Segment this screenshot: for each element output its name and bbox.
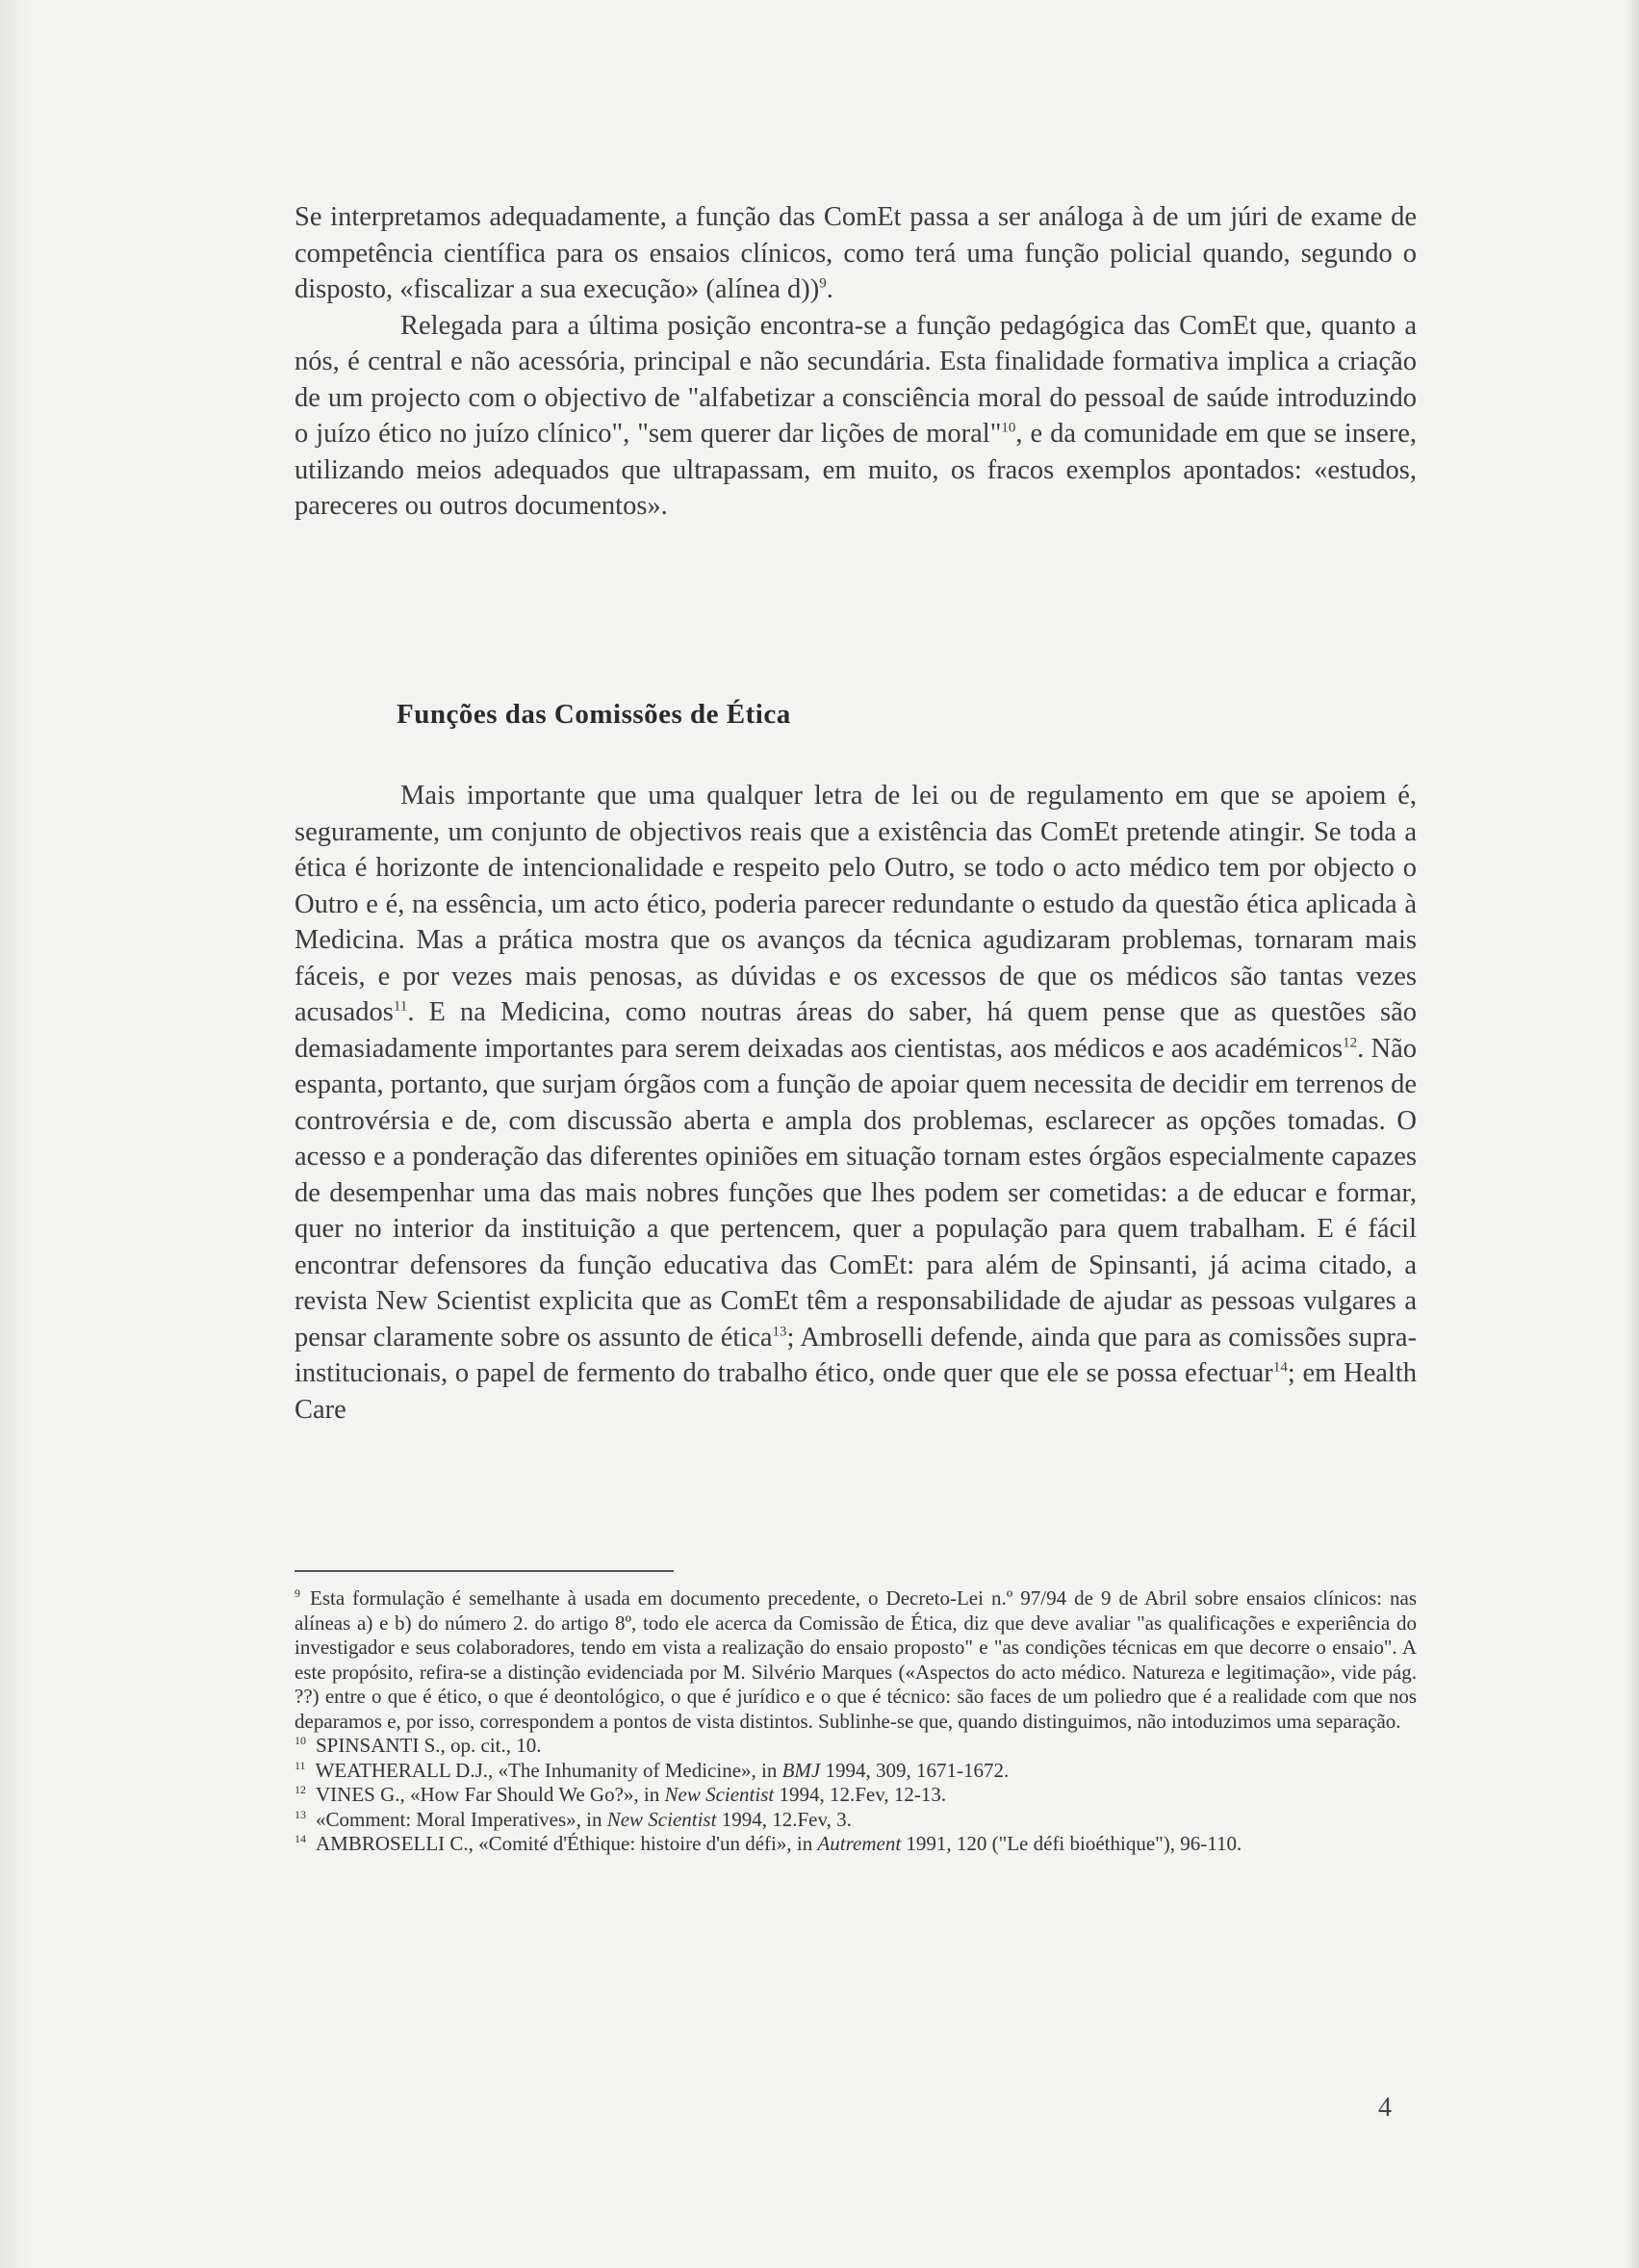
footnote-ref-14[interactable]: 14 xyxy=(1272,1359,1288,1376)
footnote-ref-11[interactable]: 11 xyxy=(393,998,408,1015)
text-run: Mais importante que uma qualquer letra de lei ou de regulamento em que se apoiem é, seguramente, um conjunto de objectivos reais que a existência das ComEt pretende atingir. Se toda a ética é horizonte de intencionalidade e respeito pelo Outro, se todo o acto médico tem por objecto o Outro e é, na essência, um acto ético, poderia parecer redundante o estudo da questão ética aplicada à Medicina. Mas a prática mostra que os avanços da técnica agudizaram problemas, tornaram mais fáceis, e por vezes mais penosas, as dúvidas e os excessos de que os médicos são tantas vezes acusados xyxy=(295,781,1417,1027)
footnote-13 xyxy=(295,1808,1417,1833)
journal-title: Autrement xyxy=(817,1832,902,1855)
footnote-ref-13[interactable]: 13 xyxy=(772,1324,787,1339)
section-heading: Funções das Comissões de Ética xyxy=(397,699,791,730)
intro-text xyxy=(295,199,1417,525)
text-run: ; Ambroselli defende, ainda que para as comissões supra-institucionais, o papel de fermento do trabalho ético, onde quer que ele se possa efectuar xyxy=(295,1322,1417,1388)
page-number: 4 xyxy=(1378,2093,1392,2123)
journal-title: New Scientist xyxy=(606,1807,717,1831)
footnote-number: 9 xyxy=(295,1586,300,1600)
text-run: Relegada para a última posição encontra-se a função pedagógica das ComEt que, quanto a nós, é central e não acessória, principal e não secundária. Esta finalidade formativa implica a criação de um projecto com o objectivo de "alfabetizar a consciência moral do pessoal de saúde introduzindo o juízo ético no juízo clínico", "sem querer dar lições de moral" xyxy=(295,310,1417,449)
footnote-number: 12 xyxy=(295,1783,306,1796)
text-run: , e da comunidade em que se insere, utilizando meios adequados que ultrapassam, em muito, os fracos exemplos apontados: «estudos, pareceres ou outros documentos». xyxy=(295,419,1418,521)
footnote-text: AMBROSELLI C., «Comité d'Éthique: histoire d'un défi», in xyxy=(316,1832,818,1855)
intro-paragraph-1 xyxy=(295,199,1417,308)
journal-title: New Scientist xyxy=(664,1783,775,1806)
text-run: . E na Medicina, como noutras áreas do saber, há quem pense que as questões são demasiadamente importantes para serem deixadas aos cientistas, aos médicos e aos académicos xyxy=(295,997,1417,1064)
footnote-14 xyxy=(295,1832,1417,1857)
footnotes xyxy=(295,1586,1417,1857)
footnote-11 xyxy=(295,1759,1417,1784)
footnote-text: 1991, 120 ("Le défi bioéthique"), 96-110. xyxy=(901,1832,1242,1855)
footnote-ref-12[interactable]: 12 xyxy=(1343,1035,1358,1050)
footnote-text: 1994, 309, 1671-1672. xyxy=(820,1758,1010,1782)
page-edge-left xyxy=(0,0,29,2268)
intro-paragraph-2 xyxy=(295,308,1417,525)
section-body xyxy=(295,778,1417,1428)
text-run: . Não espanta, portanto, que surjam órgãos com a função de apoiar quem necessita de decidir em terrenos de controvérsia e de, com discussão aberta e ampla dos problemas, esclarecer as opções tomadas. O acesso e a ponderação das diferentes opiniões em situação tornam estes órgãos especialmente capazes de desempenhar uma das mais nobres funções que lhes podem ser cometidas: a de educar e formar, quer no interior da instituição a que pertencem, quer a população para quem trabalham. E é fácil encontrar defensores da função educativa das ComEt: para além de Spinsanti, já acima citado, a revista New Scientist explicita que as ComEt têm a responsabilidade de ajudar as pessoas vulgares a pensar claramente sobre os assunto de ética xyxy=(295,1033,1418,1353)
page-edge-right xyxy=(1626,0,1639,2268)
footnote-number: 11 xyxy=(295,1758,306,1772)
footnote-text: 1994, 12.Fev, 3. xyxy=(716,1807,852,1831)
footnote-text: VINES G., «How Far Should We Go?», in xyxy=(316,1783,665,1806)
footnote-number: 10 xyxy=(295,1734,306,1747)
footnote-number: 13 xyxy=(295,1807,306,1821)
footnote-text: «Comment: Moral Imperatives», in xyxy=(316,1807,607,1831)
journal-title: BMJ xyxy=(781,1758,821,1782)
footnote-12 xyxy=(295,1783,1417,1808)
footnote-text: Esta formulação é semelhante à usada em documento precedente, o Decreto-Lei n.º 97/94 de 9 de Abril sobre ensaios clínicos: nas alíneas a) e b) do número 2. do artigo 8º, todo ele acerca da Comissão de Ética, diz que deve avaliar "as qualificações e experiência do investigador e seus colaboradores, tendo em vista a realização do ensaio proposto" e "as condições técnicas em que decorre o ensaio". A este propósito, refira-se a distinção evidenciada por M. Silvério Marques («Aspectos do acto médico. Natureza e legitimação», vide pág. ??) entre o que é ético, o que é deontológico, o que é jurídico e o que é técnico: são faces de um poliedro que é a realidade com que nos deparamos e, por isso, correspondem a pontos de vista distintos. Sublinhe-se que, quando distinguimos, não intoduzimos uma separação. xyxy=(295,1586,1417,1733)
text-run: Se interpretamos adequadamente, a função das ComEt passa a ser análoga à de um júri de exame de competência científica para os ensaios clínicos, como terá uma função policial quando, segundo o disposto, «fiscalizar a sua execução» (alínea d)) xyxy=(295,202,1417,304)
footnote-text: WEATHERALL D.J., «The Inhumanity of Medicine», in xyxy=(315,1758,782,1782)
footnote-9 xyxy=(295,1586,1417,1734)
section-paragraph xyxy=(295,778,1417,1428)
footnote-ref-9[interactable]: 9 xyxy=(819,275,827,292)
footnote-divider xyxy=(295,1570,674,1572)
text-run: ; em Health Care xyxy=(295,1358,1417,1425)
footnote-10 xyxy=(295,1734,1417,1759)
footnote-text: 1994, 12.Fev, 12-13. xyxy=(774,1783,947,1806)
footnote-number: 14 xyxy=(295,1832,306,1845)
text-run: . xyxy=(826,274,833,304)
footnote-ref-10[interactable]: 10 xyxy=(1001,420,1016,436)
footnote-text: SPINSANTI S., op. cit., 10. xyxy=(316,1734,542,1757)
